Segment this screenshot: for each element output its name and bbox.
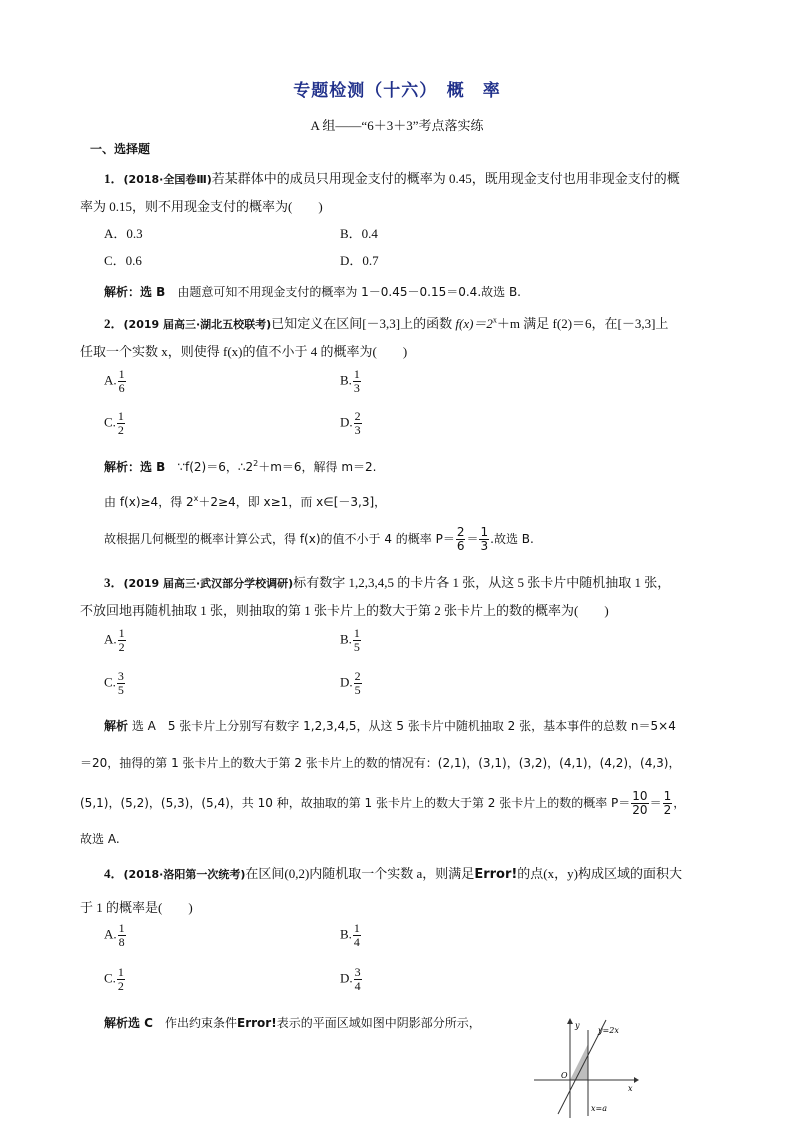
q4-sol-1a: 作出约束条件 [153,1016,238,1030]
q2-option-b-den: 3 [353,381,360,395]
q1-stem-line2: 率为 0.15，则不用现金支付的概率为( ) [80,199,323,214]
q4-stem-line2: 于 1 的概率是( ) [80,900,193,915]
q4-option-b [340,922,362,949]
q2-solution-head: 解析：选 B [104,460,166,474]
q4-option-b-frac [353,922,361,949]
q2-sol-eq: ＝ [466,532,479,546]
q3-sol-frac2-num: 1 [663,789,672,803]
q4-sol-error: Error! [237,1016,277,1030]
q3-stem-a: 标有数字 1,2,3,4,5 的卡片各 1 张，从这 5 张卡片中随机抽取 1 张， [293,575,671,590]
q4-solution-head: 解析选 C [104,1016,153,1030]
q3-stem-line2: 不放回地再随机抽取 1 张，则抽取的第 1 张卡片上的数大于第 2 张卡片上的数的概率为( ) [80,603,609,618]
q4-option-d-frac [354,966,362,993]
q3-option-d-frac [354,670,362,697]
q2-number: 2． [104,316,124,331]
q3-option-d [340,670,363,697]
q3-solution-head: 解析 [104,719,129,733]
q2-option-c [104,410,126,437]
q4-option-c-den: 2 [117,979,124,993]
page-title: 专题检测（十六） 概 率 [293,81,501,101]
q4-option-d-num: 3 [354,965,361,979]
q4-solution-line1 [104,1014,481,1031]
q4-option-c-frac [117,966,125,993]
group-subtitle: A 组——“6＋3＋3”考点落实练 [310,118,484,133]
q2-option-c-den: 2 [117,423,124,437]
q2-sol-frac1 [456,526,466,553]
q4-stem-error: Error! [474,867,518,882]
q2-option-d-den: 3 [354,423,361,437]
q1-solution-head: 解析：选 B [104,285,166,299]
q1-option-c: C．0.6 [104,253,142,268]
q2-option-d-frac [354,410,362,437]
q3-option-d-den: 5 [354,683,361,697]
q4-option-a-label: A. [104,926,117,942]
q2-option-b-num: 1 [353,367,360,381]
q3-option-d-num: 2 [354,669,361,683]
q2-sol-1a: ∵f(2)＝6，∴2 [177,460,254,474]
q2-stem-a3: x [492,315,497,325]
q2-stem-a4: ＋m 满足 f(2)＝6，在[－3,3]上 [496,316,669,331]
q2-option-a [104,368,127,395]
q3-sol-frac1-den: 20 [632,803,648,817]
shaded-region [570,1044,588,1080]
q1-number: 1． [104,171,124,186]
q2-stem-line2: 任取一个实数 x，则使得 f(x)的值不小于 4 的概率为( ) [80,344,408,359]
q3-sol-frac1 [631,790,648,817]
q4-option-d [340,966,363,993]
q4-option-d-label: D. [340,970,353,986]
q3-source: (2019 届高三·武汉部分学校调研) [123,577,294,590]
q4-option-a-num: 1 [118,921,125,935]
q4-option-c-label: C. [104,970,116,986]
q2-sol-frac2 [479,526,489,553]
q3-sol-1: 选 A 5 张卡片上分别写有数字 1,2,3,4,5，从这 5 张卡片中随机抽取 2 张，基本事件的总数 n＝5×4 [128,719,676,733]
q4-option-a [104,922,127,949]
q1-stem-line1 [104,168,680,187]
q2-option-b-frac [353,368,361,395]
q2-option-c-num: 1 [117,409,124,423]
q4-stem-a1: 在区间(0,2)内随机取一个实数 a，则满足 [245,866,475,881]
q3-sol-3a: (5,1)，(5,2)，(5,3)，(5,4)，共 10 种，故抽取的第 1 张卡片上的数大于第 2 张卡片上的数的概率 P＝ [80,796,631,810]
q4-option-d-den: 4 [354,979,361,993]
q3-option-c-num: 3 [117,669,124,683]
q2-sol-frac2-den: 3 [480,539,489,553]
q2-sol-frac1-den: 6 [456,539,465,553]
q3-solution-line3 [80,790,685,817]
q2-sol-3b: .故选 B. [490,532,534,546]
q4-option-c-num: 1 [117,965,124,979]
label-y: y [575,1021,580,1030]
q4-option-b-den: 4 [353,935,360,949]
q3-solution-line4: 故选 A. [80,832,120,846]
q4-option-b-num: 1 [353,921,360,935]
q2-option-c-label: C. [104,414,116,430]
q3-option-c-den: 5 [117,683,124,697]
q1-stem-a: 若某群体中的成员只用现金支付的概率为 0.45，既用现金支付也用非现金支付的概 [211,171,680,186]
label-x: x [628,1084,633,1093]
q3-option-b-frac [353,627,361,654]
q4-option-a-den: 8 [118,935,125,949]
q2-option-d-label: D. [340,414,353,430]
region-figure [534,1018,639,1118]
q4-option-c [104,966,126,993]
q2-solution-line3 [104,526,534,553]
q2-sol-2c: ＋2≥4，即 x≥1，而 x∈[－3,3]， [198,495,387,509]
q2-sol-2a: 由 f(x)≥4，得 2 [104,495,194,509]
label-y-2x: y=2x [598,1026,619,1035]
q2-sol-1b: 2 [253,459,259,468]
q3-option-c [104,670,126,697]
q2-sol-2b: x [193,494,199,503]
q3-sol-eq: ＝ [649,796,662,810]
q3-sol-frac2 [663,790,673,817]
q2-solution-line2 [104,493,386,510]
label-origin: O [561,1071,568,1080]
q1-source: (2018·全国卷Ⅲ) [123,173,212,186]
q4-stem-a2: 的点(x，y)构成区域的面积大 [517,866,682,881]
q3-option-a-label: A. [104,631,117,647]
q4-source: (2018·洛阳第一次统考) [123,868,246,881]
q2-sol-frac1-num: 2 [456,525,465,539]
q3-option-b [340,627,362,654]
q3-option-a-den: 2 [118,640,125,654]
q3-option-a [104,627,127,654]
q2-option-d [340,410,363,437]
q2-option-d-num: 2 [354,409,361,423]
q3-option-c-frac [117,670,125,697]
q4-option-b-label: B. [340,926,352,942]
q3-number: 3． [104,575,124,590]
q1-option-d: D．0.7 [340,253,379,268]
q3-sol-frac2-den: 2 [663,803,672,817]
q3-option-b-num: 1 [353,626,360,640]
q3-option-a-num: 1 [118,626,125,640]
q2-stem-a2: f(x)＝2 [455,316,493,331]
q1-option-a: A．0.3 [104,226,143,241]
q3-stem-line1 [104,572,670,591]
q3-option-b-label: B. [340,631,352,647]
q2-stem-line1 [104,313,668,332]
section-heading: 一、选择题 [90,142,151,156]
q2-source: (2019 届高三·湖北五校联考) [123,318,272,331]
q3-sol-frac1-num: 10 [632,789,648,803]
q2-option-b [340,368,362,395]
q2-option-a-frac [118,368,126,395]
y-axis-arrow-icon [567,1018,573,1024]
q1-solution-text: 由题意可知不用现金支付的概率为 1－0.45－0.15＝0.4.故选 B. [177,285,521,299]
q2-option-a-den: 6 [118,381,125,395]
q3-option-a-frac [118,627,126,654]
q2-option-a-label: A. [104,372,117,388]
q2-option-b-label: B. [340,372,352,388]
q4-stem-line1 [104,863,682,882]
q4-option-a-frac [118,922,126,949]
q2-solution-line1 [104,458,376,475]
q3-solution-line2: ＝20，抽得的第 1 张卡片上的数大于第 2 张卡片上的数的情况有：(2,1)，(3,1)，(3,2)，(4,1)，(4,2)，(4,3)， [80,756,681,770]
q3-sol-3b: ， [673,796,686,810]
q1-option-b: B．0.4 [340,226,378,241]
label-x-a: x=a [591,1104,607,1113]
q2-stem-a1: 已知定义在区间[－3,3]上的函数 [271,316,456,331]
q4-number: 4． [104,866,124,881]
q2-sol-3a: 故根据几何概型的概率计算公式，得 f(x)的值不小于 4 的概率 P＝ [104,532,455,546]
q2-sol-frac2-num: 1 [480,525,489,539]
q2-option-a-num: 1 [118,367,125,381]
q3-option-c-label: C. [104,674,116,690]
q3-option-b-den: 5 [353,640,360,654]
q1-solution [104,283,521,300]
x-axis-arrow-icon [634,1077,639,1083]
q3-option-d-label: D. [340,674,353,690]
q3-solution-line1 [104,717,676,734]
q4-sol-1b: 表示的平面区域如图中阴影部分所示， [276,1016,481,1030]
q2-sol-1c: ＋m＝6，解得 m＝2. [258,460,377,474]
q2-option-c-frac [117,410,125,437]
